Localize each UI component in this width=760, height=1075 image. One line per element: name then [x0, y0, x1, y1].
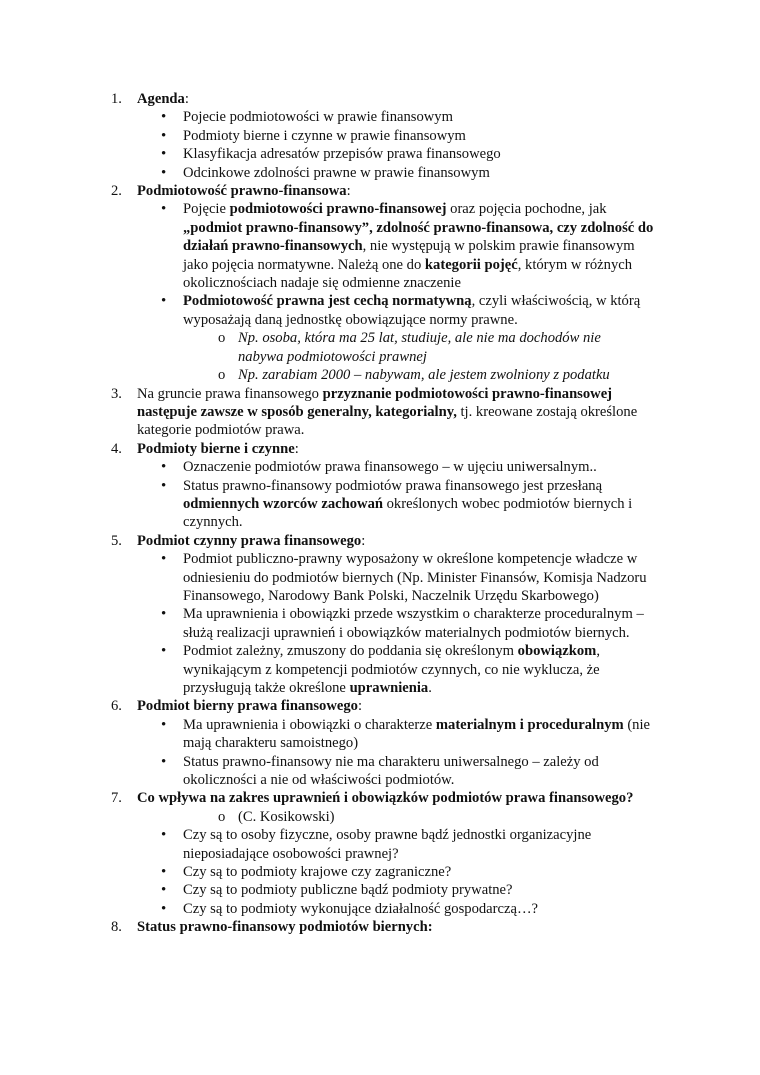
text-run: , czyli właściwością, w którą wyposażają daną jednostkę obowiązujące normy prawne.	[183, 293, 641, 328]
bold-run: kategorii pojęć	[424, 256, 518, 273]
section-4-heading	[111, 440, 657, 458]
section-title: Status prawno-finansowy podmiotów biernych:	[137, 919, 433, 936]
title-suffix: :	[184, 91, 189, 107]
list-item	[183, 642, 655, 697]
section-number: 6.	[111, 698, 122, 715]
text-run: , którym w różnych okolicznościach nadaje się odmienne znaczenie	[183, 256, 633, 292]
section-title: Podmiotowość prawno-finansowa	[137, 183, 347, 200]
section-title: Agenda	[137, 91, 185, 107]
list-item: • Pojecie podmiotowości w prawie finansowym	[183, 108, 655, 126]
section-title: Co wpływa na zakres uprawnień i obowiązków podmiotów prawa finansowego?	[137, 790, 634, 807]
section-7-heading	[111, 789, 657, 807]
list-item: • Klasyfikacja adresatów przepisów prawa finansowego	[183, 145, 655, 163]
section-6-heading	[111, 697, 657, 715]
text-run: oraz pojęcia pochodne, jak	[446, 201, 607, 218]
source-note: o (C. Kosikowski)	[238, 808, 638, 826]
list-item: • Status prawno-finansowy nie ma charakteru uniwersalnego – zależy od okoliczności a nie od właściwości podmiotów.	[183, 753, 655, 790]
list-item: • Czy są to podmioty wykonujące działalność gospodarczą…?	[183, 900, 655, 918]
list-item: • Oznaczenie podmiotów prawa finansowego – w ujęciu uniwersalnym..	[183, 458, 655, 476]
document-content	[0, 90, 760, 937]
list-item	[183, 292, 655, 329]
list-item	[183, 477, 655, 532]
title-suffix: :	[361, 532, 366, 549]
example-item: o Np. zarabiam 2000 – nabywam, ale jestem zwolniony z podatku	[238, 366, 638, 384]
example-item: o Np. osoba, która ma 25 lat, studiuje, ale nie ma dochodów nie nabywa podmiotowości prawnej	[238, 329, 638, 366]
section-title: Podmiot bierny prawa finansowego	[137, 698, 358, 715]
bold-run: przyznanie podmiotowości prawno-finansowej następuje zawsze w sposób generalny, kategorialny,	[137, 385, 613, 420]
section-8-heading	[111, 918, 657, 936]
section-5-heading	[111, 532, 657, 550]
bold-run: odmiennych wzorców zachowań	[183, 495, 383, 512]
section-number: 5.	[111, 532, 122, 549]
section-number: 7.	[111, 790, 122, 807]
text-run: Ma uprawnienia i obowiązki o charakterze	[183, 716, 436, 733]
bold-run: „podmiot prawno-finansowy”, zdolność prawno-finansowa, czy zdolność do działań prawno-finansowych	[183, 219, 654, 255]
list-item: • Podmiot publiczno-prawny wyposażony w określone kompetencje władcze w odniesieniu do podmiotów biernych (Np. Minister Finansów, Komisja Nadzoru Finansowego, Narodowy Bank Polski, Naczelnik Urzędu Skarbowego)	[183, 550, 655, 605]
title-suffix: :	[346, 183, 351, 200]
text-run: Podmiot zależny, zmuszony do poddania się określonym	[183, 643, 518, 660]
bold-run: uprawnienia	[349, 680, 429, 696]
list-item: • Czy są to osoby fizyczne, osoby prawne bądź jednostki organizacyjne nieposiadające osobowości prawnej?	[183, 826, 655, 863]
section-number: 8.	[111, 919, 122, 936]
text-run: Pojęcie	[183, 201, 230, 218]
list-item	[183, 716, 655, 753]
bold-run: obowiązkom	[517, 643, 597, 660]
section-title: Podmiot czynny prawa finansowego	[137, 532, 362, 549]
section-number: 1.	[111, 91, 122, 107]
title-suffix: :	[357, 698, 362, 715]
section-3-paragraph	[111, 385, 657, 440]
text-run: , wynikającym z kompetencji podmiotów czynnych, co nie wyklucza, że przysługują także określone	[183, 643, 600, 696]
list-item: • Podmioty bierne i czynne w prawie finansowym	[183, 127, 655, 145]
section-number: 3.	[111, 385, 122, 402]
section-number: 4.	[111, 440, 122, 457]
bold-run: podmiotowości prawno-finansowej	[229, 201, 447, 218]
bold-run: Podmiotowość prawna jest cechą normatywną	[183, 293, 472, 310]
list-item	[183, 200, 655, 292]
text-run: (nie mają charakteru samoistnego)	[183, 716, 651, 752]
text-run: tj. kreowane zostają określone kategorie podmiotów prawa.	[137, 403, 638, 439]
text-run: określonych wobec podmiotów biernych i czynnych.	[183, 495, 633, 531]
list-item: • Czy są to podmioty krajowe czy zagraniczne?	[183, 863, 655, 881]
title-suffix: :	[294, 440, 299, 457]
text-run: Status prawno-finansowy podmiotów prawa finansowego jest przesłaną	[183, 477, 603, 494]
section-2-heading	[111, 182, 657, 200]
section-title: Podmioty bierne i czynne	[137, 440, 295, 457]
list-item: • Ma uprawnienia i obowiązki przede wszystkim o charakterze proceduralnym – służą realizacji uprawnień i obowiązków materialnych podmiotów biernych.	[183, 605, 655, 642]
text-run: , nie występują w polskim prawie finansowym jako pojęcia normatywne. Należą one do	[183, 238, 635, 273]
section-1-heading	[111, 90, 657, 108]
text-run: .	[428, 680, 432, 696]
section-number: 2.	[111, 183, 122, 200]
list-item: • Odcinkowe zdolności prawne w prawie finansowym	[183, 164, 655, 182]
text-run: Na gruncie prawa finansowego	[137, 385, 323, 402]
list-item: • Czy są to podmioty publiczne bądź podmioty prywatne?	[183, 881, 655, 899]
bold-run: materialnym i proceduralnym	[435, 716, 624, 733]
